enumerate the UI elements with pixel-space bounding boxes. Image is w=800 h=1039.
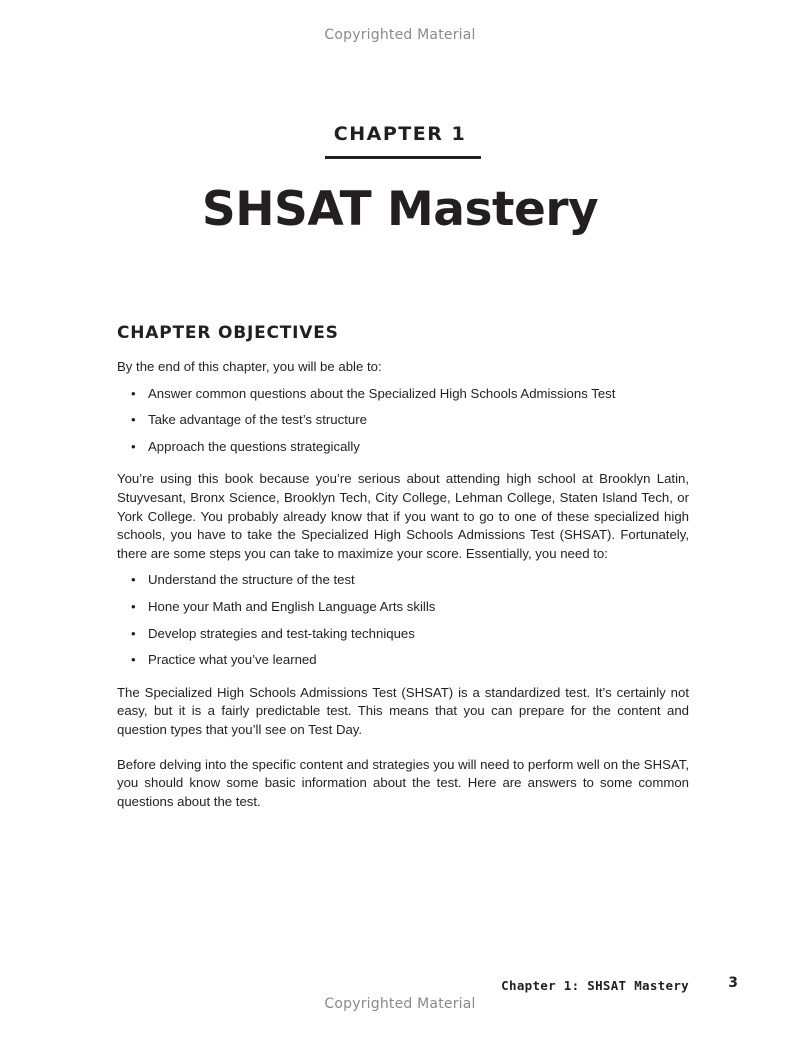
list-item: • Practice what you’ve learned	[117, 651, 689, 670]
bullet-icon: •	[131, 598, 136, 614]
body-paragraph: You’re using this book because you’re serious about attending high school at Brooklyn Latin, Stuyvesant, Bronx Science, Brooklyn Tech, City College, Lehman College, Staten Island Tech, or York College. You probably already know that if you want to go to one of these specialized high schools, you have to take the Specialized High Schools Admissions Test (SHSAT). Fortunately, there are some steps you can take to maximize your score. Essentially, you need to:	[117, 471, 689, 561]
steps-list	[117, 571, 689, 669]
bullet-icon: •	[131, 385, 136, 401]
chapter-divider	[325, 156, 481, 159]
list-item: • Hone your Math and English Language Arts skills	[117, 598, 689, 617]
chapter-label: CHAPTER 1	[333, 123, 467, 145]
bullet-icon: •	[131, 438, 136, 454]
page-number: 3	[728, 975, 738, 991]
chapter-title: SHSAT Mastery	[201, 182, 599, 237]
list-item: • Take advantage of the test’s structure	[117, 411, 689, 430]
bullet-icon: •	[131, 625, 136, 641]
bullet-icon: •	[131, 412, 136, 428]
objectives-list	[117, 385, 689, 457]
body-paragraph: The Specialized High Schools Admissions Test (SHSAT) is a standardized test. It’s certainly not easy, but it is a fairly predictable test. This means that you can prepare for the content and question types that you’ll see on Test Day.	[117, 684, 689, 737]
bullet-icon: •	[131, 572, 136, 588]
copyright-watermark-bottom: Copyrighted Material	[324, 996, 476, 1012]
section-heading: CHAPTER OBJECTIVES	[117, 323, 339, 343]
bullet-icon: •	[131, 652, 136, 668]
page-content	[117, 320, 689, 811]
list-item: • Approach the questions strategically	[117, 438, 689, 457]
list-item: • Develop strategies and test-taking techniques	[117, 625, 689, 644]
list-item: • Answer common questions about the Specialized High Schools Admissions Test	[117, 385, 689, 404]
objectives-intro: By the end of this chapter, you will be able to:	[117, 359, 382, 374]
running-footer-title: Chapter 1: SHSAT Mastery	[501, 978, 689, 993]
body-paragraph: Before delving into the specific content and strategies you will need to perform well on the SHSAT, you should know some basic information about the test. Here are answers to some common questions about the test.	[117, 756, 689, 809]
copyright-watermark-top: Copyrighted Material	[324, 27, 476, 43]
list-item: • Understand the structure of the test	[117, 571, 689, 590]
